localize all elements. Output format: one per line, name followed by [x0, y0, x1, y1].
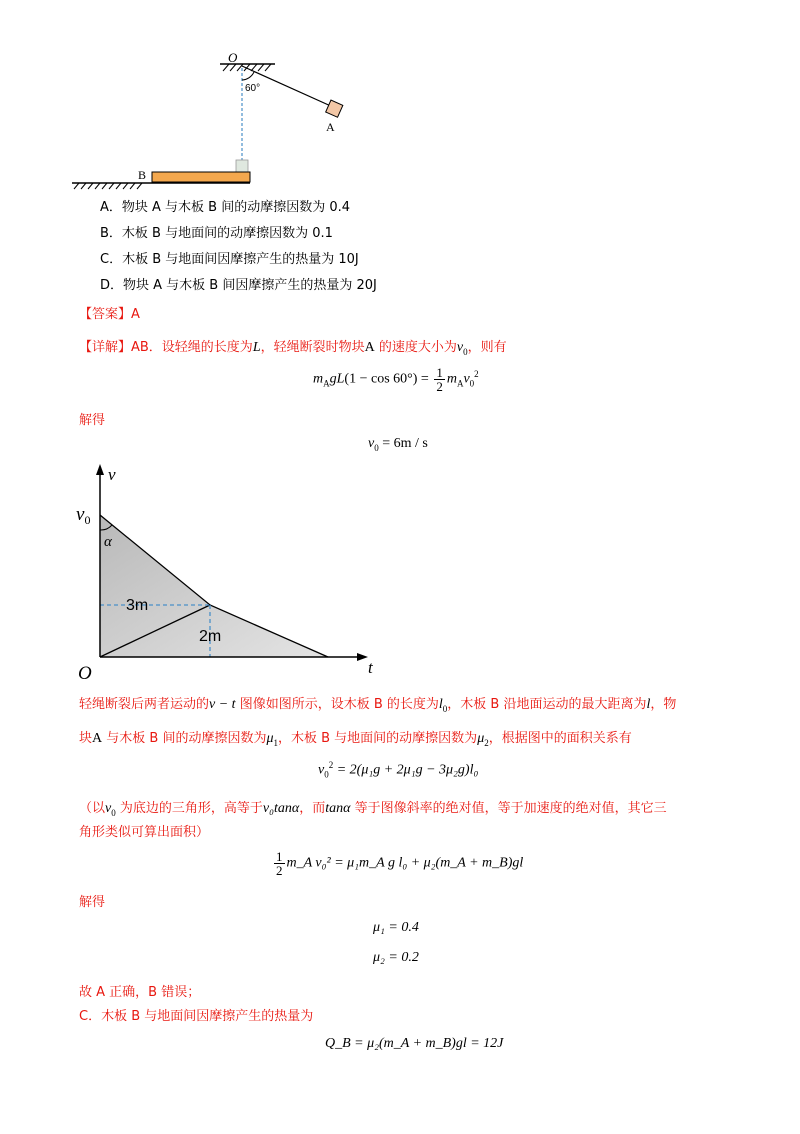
option-c: C．木板 B 与地面间因摩擦产生的热量为 10J — [100, 252, 359, 267]
eq1-sup-2: 2 — [474, 369, 479, 380]
label-angle: 60° — [245, 83, 261, 94]
eq4-fraction — [274, 850, 285, 877]
eq1-paren: (1 − cos 60°) = — [344, 371, 429, 387]
equation-energy-friction — [272, 850, 523, 877]
para2-l2d: ，根据图中的面积关系有 — [488, 731, 632, 746]
answer-line: 【答案】A — [79, 307, 140, 322]
note-line1 — [79, 800, 667, 822]
eq2-sub-0: 0 — [374, 442, 379, 453]
solve-label-1: 解得 — [79, 413, 106, 428]
note-line2: 角形类似可算出面积） — [79, 825, 210, 840]
eq1-v: v — [463, 371, 470, 387]
para2-l1d: ，物 — [650, 697, 677, 712]
block-a-ghost — [236, 160, 248, 172]
eq3-lhs-sup: 2 — [328, 760, 334, 770]
para2-mu1-sym: μ — [266, 731, 274, 746]
eq2-v: v — [368, 436, 375, 451]
v0-subscript: 0 — [463, 346, 468, 357]
para2-mu1 — [266, 731, 278, 746]
v-axis-label: v — [108, 465, 116, 484]
para2-l0-sub: 0 — [442, 703, 448, 714]
eq3-lhs: v — [318, 762, 325, 778]
para2-mu2 — [477, 731, 489, 746]
equation-mu2: μ₂ = 0.2 — [373, 950, 419, 965]
para2-l1c: ，木板 B 沿地面运动的最大距离为 — [447, 697, 647, 712]
eq1-den: 2 — [436, 379, 443, 394]
para2-l2a: 块 — [79, 731, 93, 746]
para2-vt: v − t — [209, 697, 236, 712]
eq2-rest: = 6m / s — [378, 436, 428, 451]
para2-line2 — [79, 730, 632, 752]
part-c-line: C．木板 B 与地面间因摩擦产生的热量为 — [79, 1009, 314, 1024]
eq1-sub-a2: A — [456, 378, 464, 389]
note-v0tan: v₀tanα — [262, 801, 300, 816]
equation-heat: Q_B = μ₂(m_A + m_B)gl = 12J — [325, 1036, 504, 1051]
para2-a: A — [92, 731, 103, 746]
para2-mu2-sub: 2 — [484, 737, 489, 748]
label-2m: 2m — [199, 628, 222, 645]
eq1-num: 1 — [436, 365, 443, 380]
equation-mu1: μ₁ = 0.4 — [373, 920, 419, 935]
equation-energy — [313, 366, 479, 393]
para2-mu2-sym: μ — [477, 731, 485, 746]
eq4-den: 2 — [276, 863, 283, 878]
note-l1c: ，而 — [299, 801, 326, 816]
note-v0-sub: 0 — [111, 807, 116, 818]
note-v0 — [105, 801, 116, 816]
label-a: A — [326, 120, 335, 134]
block-a — [326, 100, 343, 117]
para2-l0-l: l — [438, 697, 443, 712]
note-l1a: （以 — [79, 801, 106, 816]
detail-var-a: A — [364, 340, 375, 355]
detail-prefix: 【详解】AB．设轻绳的长度为 — [79, 340, 253, 355]
para2-mu1-sub: 1 — [273, 737, 278, 748]
note-v0-v: v — [105, 801, 112, 816]
detail-suffix: ，则有 — [467, 340, 507, 355]
origin-label: O — [78, 663, 92, 684]
v-axis-arrow — [96, 464, 104, 475]
note-l1d: 等于图像斜率的绝对值，等于加速度的绝对值，其它三 — [350, 801, 667, 816]
conclusion-line: 故 A 正确，B 错误； — [79, 985, 201, 1000]
plank-b — [152, 172, 250, 182]
angle-arc — [242, 72, 254, 80]
detail-mid2: 的速度大小为 — [374, 340, 457, 355]
equation-v0 — [368, 436, 428, 453]
label-b: B — [138, 168, 147, 182]
t-axis-label: t — [368, 658, 373, 677]
eq1-sub-a: A — [323, 378, 330, 389]
note-tan: tanα — [325, 801, 351, 816]
para2-l1a: 轻绳断裂后两者运动的 — [79, 697, 210, 712]
detail-var-v0 — [457, 340, 468, 355]
option-a: A．物块 A 与木板 B 间的动摩擦因数为 0.4 — [100, 200, 351, 215]
ground-hatching — [74, 183, 142, 189]
eq4-num: 1 — [276, 849, 283, 864]
eq1-m: m — [313, 371, 324, 387]
eq3-rhs: = 2(μ₁g + 2μ₁g − 3μ₂g)l₀ — [333, 762, 479, 778]
eq1-m2: m — [446, 371, 457, 387]
equation-area — [318, 760, 478, 779]
ceiling-hatching — [223, 64, 271, 71]
label-o: O — [228, 50, 238, 65]
v0-label-v: v — [76, 504, 85, 525]
detail-line — [79, 339, 507, 361]
vt-graph — [70, 460, 390, 685]
t-axis-arrow — [357, 653, 368, 661]
para2-l2c: ，木板 B 与地面间的动摩擦因数为 — [278, 731, 478, 746]
eq1-fraction — [434, 366, 445, 393]
pendulum-figure — [60, 0, 380, 195]
note-l1b: 为底边的三角形，高等于 — [115, 801, 263, 816]
eq3-lhs-sub: 0 — [324, 769, 329, 780]
eq1-gl: gL — [329, 371, 345, 387]
para2-l: l — [646, 697, 651, 712]
detail-mid1: ，轻绳断裂时物块 — [260, 340, 365, 355]
alpha-label: α — [104, 534, 112, 550]
option-b: B．木板 B 与地面间的动摩擦因数为 0.1 — [100, 226, 333, 241]
v-symbol: v — [456, 340, 464, 355]
v0-label — [76, 504, 90, 527]
para2-l2b: 与木板 B 间的动摩擦因数为 — [102, 731, 267, 746]
para2-line1 — [79, 696, 676, 718]
option-d: D．物块 A 与木板 B 间因摩擦产生的热量为 20J — [100, 278, 377, 293]
eq4-rest: m_A v₀² = μ₁m_A g l₀ + μ₂(m_A + m_B)gl — [286, 855, 524, 871]
para2-l1b: 图像如图所示，设木板 B 的长度为 — [235, 697, 439, 712]
v0-label-sub: 0 — [84, 513, 91, 527]
eq1-sub-0: 0 — [469, 378, 475, 389]
detail-var-l: L — [252, 340, 261, 355]
solve-label-2: 解得 — [79, 895, 106, 910]
label-3m: 3m — [126, 597, 149, 614]
